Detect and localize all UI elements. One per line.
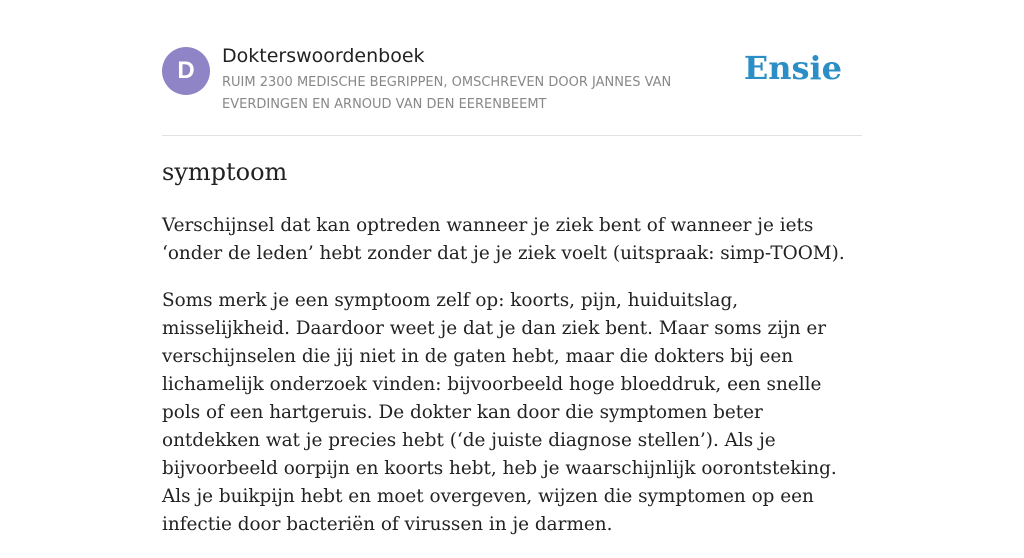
entry-card: [162, 0, 862, 535]
source-name[interactable]: Dokterswoordenboek: [222, 45, 425, 67]
source-avatar[interactable]: D: [162, 47, 210, 95]
ensie-logo[interactable]: Ensie: [743, 49, 842, 87]
entry-body: [162, 212, 862, 558]
entry-term: symptoom: [162, 158, 288, 186]
entry-paragraph: Verschijnsel dat kan optreden wanneer je ziek bent of wanneer je iets ‘onder de leden’ hebt zonder dat je je ziek voelt (uitspraak: simp-TOOM).: [162, 215, 845, 264]
source-description: RUIM 2300 MEDISCHE BEGRIPPEN, OMSCHREVEN DOOR JANNES VAN EVERDINGEN EN ARNOUD VAN DEN EERENBEEMT: [222, 75, 672, 112]
source-header: [162, 0, 862, 136]
entry-paragraph: Soms merk je een symptoom zelf op: koorts, pijn, huiduitslag, misselijkheid. Daardoor weet je dat je dan ziek bent. Maar soms zijn er verschijnselen die jij niet in de gaten hebt, maar die dokters bij een lichamelijk onderzoek vinden: bijvoorbeeld hoge bloeddruk, een snelle pols of een hartgeruis. De dokter kan door die symptomen beter ontdekken wat je precies hebt (‘de juiste diagnose stellen’). Als je bijvoorbeeld oorpijn en koorts hebt, heb je waarschijnlijk oorontsteking. Als je buikpijn hebt en moet overgeven, wijzen die symptomen op een infectie door bacteriën of virussen in je darmen.: [162, 290, 837, 535]
